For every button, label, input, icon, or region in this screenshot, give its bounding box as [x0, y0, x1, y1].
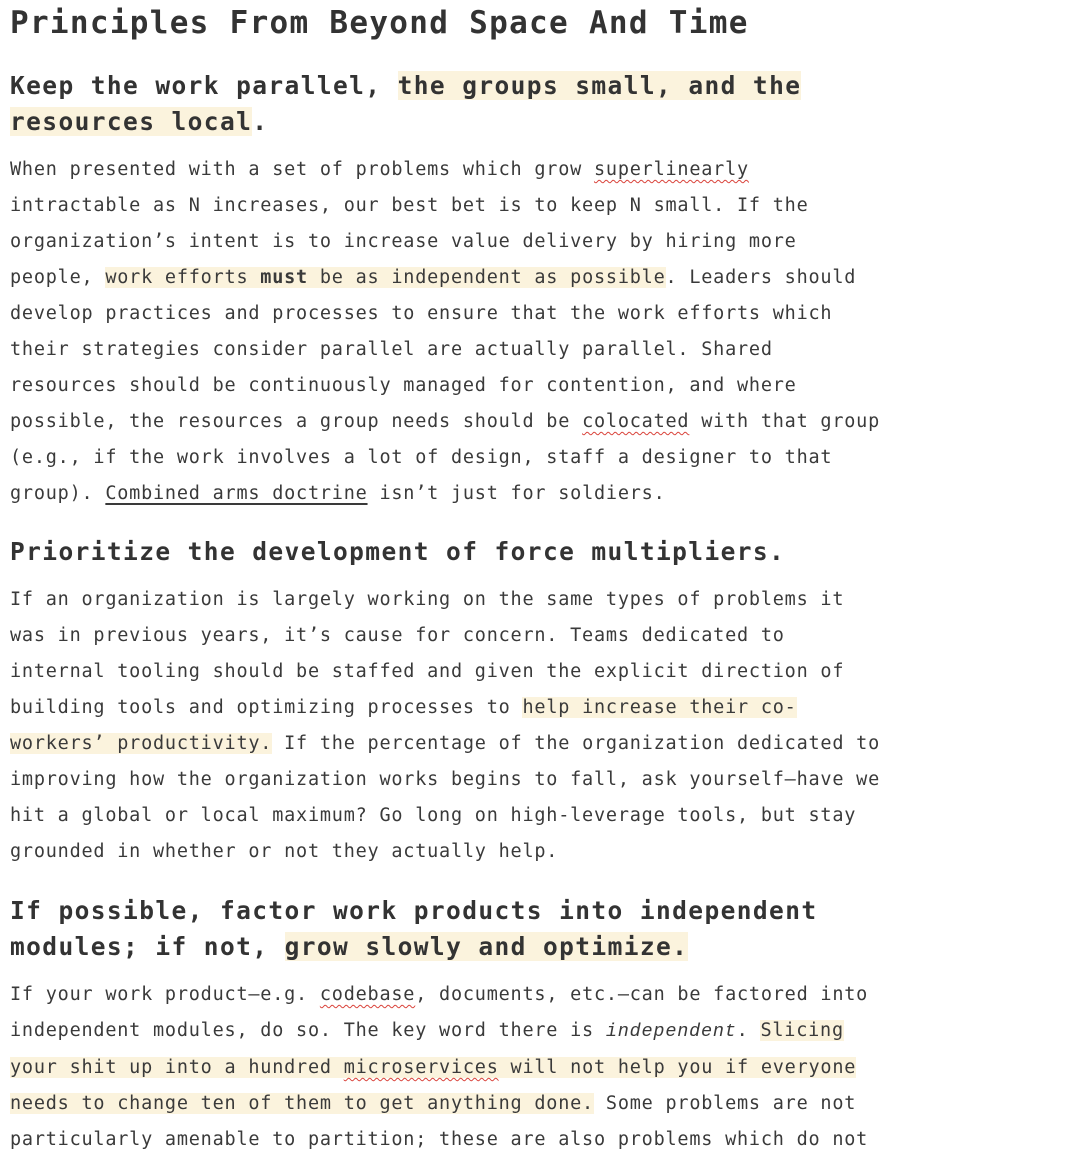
highlight: [105, 267, 665, 288]
text-line: resources should be continuously managed for contention, and where: [10, 375, 797, 396]
section-paragraph-parallel: [10, 152, 880, 512]
misspelled-word[interactable]: colocated: [582, 411, 690, 432]
text-line: hit a global or local maximum? Go long on high-leverage tools, but stay: [10, 805, 857, 826]
highlight: resources local: [10, 107, 253, 136]
text: .: [736, 1020, 761, 1041]
text-line: intractable as N increases, our best bet is to keep N small. If the: [10, 195, 809, 216]
highlight: [10, 1057, 856, 1078]
text-line: develop practices and processes to ensure that the work efforts which: [10, 303, 833, 324]
text-line: [10, 1013, 868, 1050]
text-line: [10, 476, 880, 512]
text: with that group: [689, 411, 881, 432]
text: If the percentage of the organization dedicated to: [272, 733, 881, 754]
text: your shit up into a hundred: [10, 1057, 344, 1078]
text-line: improving how the organization works begins to fall, ask yourself—have we: [10, 769, 881, 790]
text-line: [10, 260, 880, 296]
text-line: their strategies consider parallel are actually parallel. Shared: [10, 339, 773, 360]
heading-line: [10, 929, 818, 965]
heading-line: If possible, factor work products into independent: [10, 896, 818, 925]
text-line: particularly amenable to partition; these are also problems which do not: [10, 1129, 869, 1150]
text-line: [10, 404, 880, 440]
combined-arms-doctrine-link[interactable]: Combined arms doctrine: [105, 483, 368, 504]
text: , documents, etc.—can be factored into: [415, 984, 869, 1005]
highlight: workers’ productivity.: [10, 733, 273, 754]
text: be as independent as possible: [307, 267, 666, 288]
text: independent modules, do so. The key word there is: [10, 1020, 606, 1041]
text: people,: [10, 267, 106, 288]
heading-text: Keep the work parallel,: [10, 71, 398, 100]
misspelled-word[interactable]: microservices: [343, 1057, 499, 1078]
misspelled-word[interactable]: superlinearly: [593, 159, 749, 180]
section-paragraph-force-multipliers: [10, 582, 880, 870]
text-line: [10, 1050, 868, 1086]
section-heading-parallel: [10, 68, 801, 140]
heading-text: modules; if not,: [10, 932, 285, 961]
text: possible, the resources a group needs should be: [10, 411, 583, 432]
text: isn’t just for soldiers.: [367, 483, 666, 504]
text-line: [10, 726, 880, 762]
text-line: [10, 977, 868, 1013]
text-line: was in previous years, it’s cause for concern. Teams dedicated to: [10, 625, 785, 646]
text: Some problems are not: [593, 1093, 857, 1114]
highlight: help increase their co-: [522, 697, 797, 718]
highlight: needs to change ten of them to get anything done.: [10, 1093, 594, 1114]
text-line: (e.g., if the work involves a lot of design, staff a designer to that: [10, 447, 833, 468]
page-title: Principles From Beyond Space And Time: [10, 5, 749, 41]
highlight: the groups small, and the: [397, 71, 802, 100]
text: . Leaders should: [665, 267, 857, 288]
text: building tools and optimizing processes to: [10, 697, 523, 718]
section-paragraph-modules: [10, 977, 868, 1158]
text-line: internal tooling should be staffed and given the explicit direction of: [10, 661, 845, 682]
text-line: grounded in whether or not they actually help.: [10, 841, 559, 862]
heading-line: [10, 104, 801, 140]
text: work efforts: [105, 267, 261, 288]
text-line: [10, 690, 880, 726]
italic-text: independent: [605, 1021, 737, 1042]
section-heading-force-multipliers: [10, 534, 785, 570]
highlight: Slicing: [760, 1020, 844, 1041]
section-heading-modules: [10, 893, 818, 965]
text-line: If an organization is largely working on the same types of problems it: [10, 589, 845, 610]
text-line: organization’s intent is to increase value delivery by hiring more: [10, 231, 797, 252]
text: If your work product—e.g.: [10, 984, 320, 1005]
text-line: [10, 152, 880, 188]
text-line: [10, 1086, 868, 1122]
misspelled-word[interactable]: codebase: [319, 984, 416, 1005]
text: will not help you if everyone: [498, 1057, 857, 1078]
heading-line: Prioritize the development of force multipliers.: [10, 537, 786, 566]
heading-line: [10, 68, 801, 104]
text: When presented with a set of problems which grow: [10, 159, 594, 180]
highlight: grow slowly and optimize.: [284, 932, 689, 961]
heading-text: .: [252, 107, 269, 136]
bold-text: must: [260, 267, 308, 288]
text: group).: [10, 483, 106, 504]
